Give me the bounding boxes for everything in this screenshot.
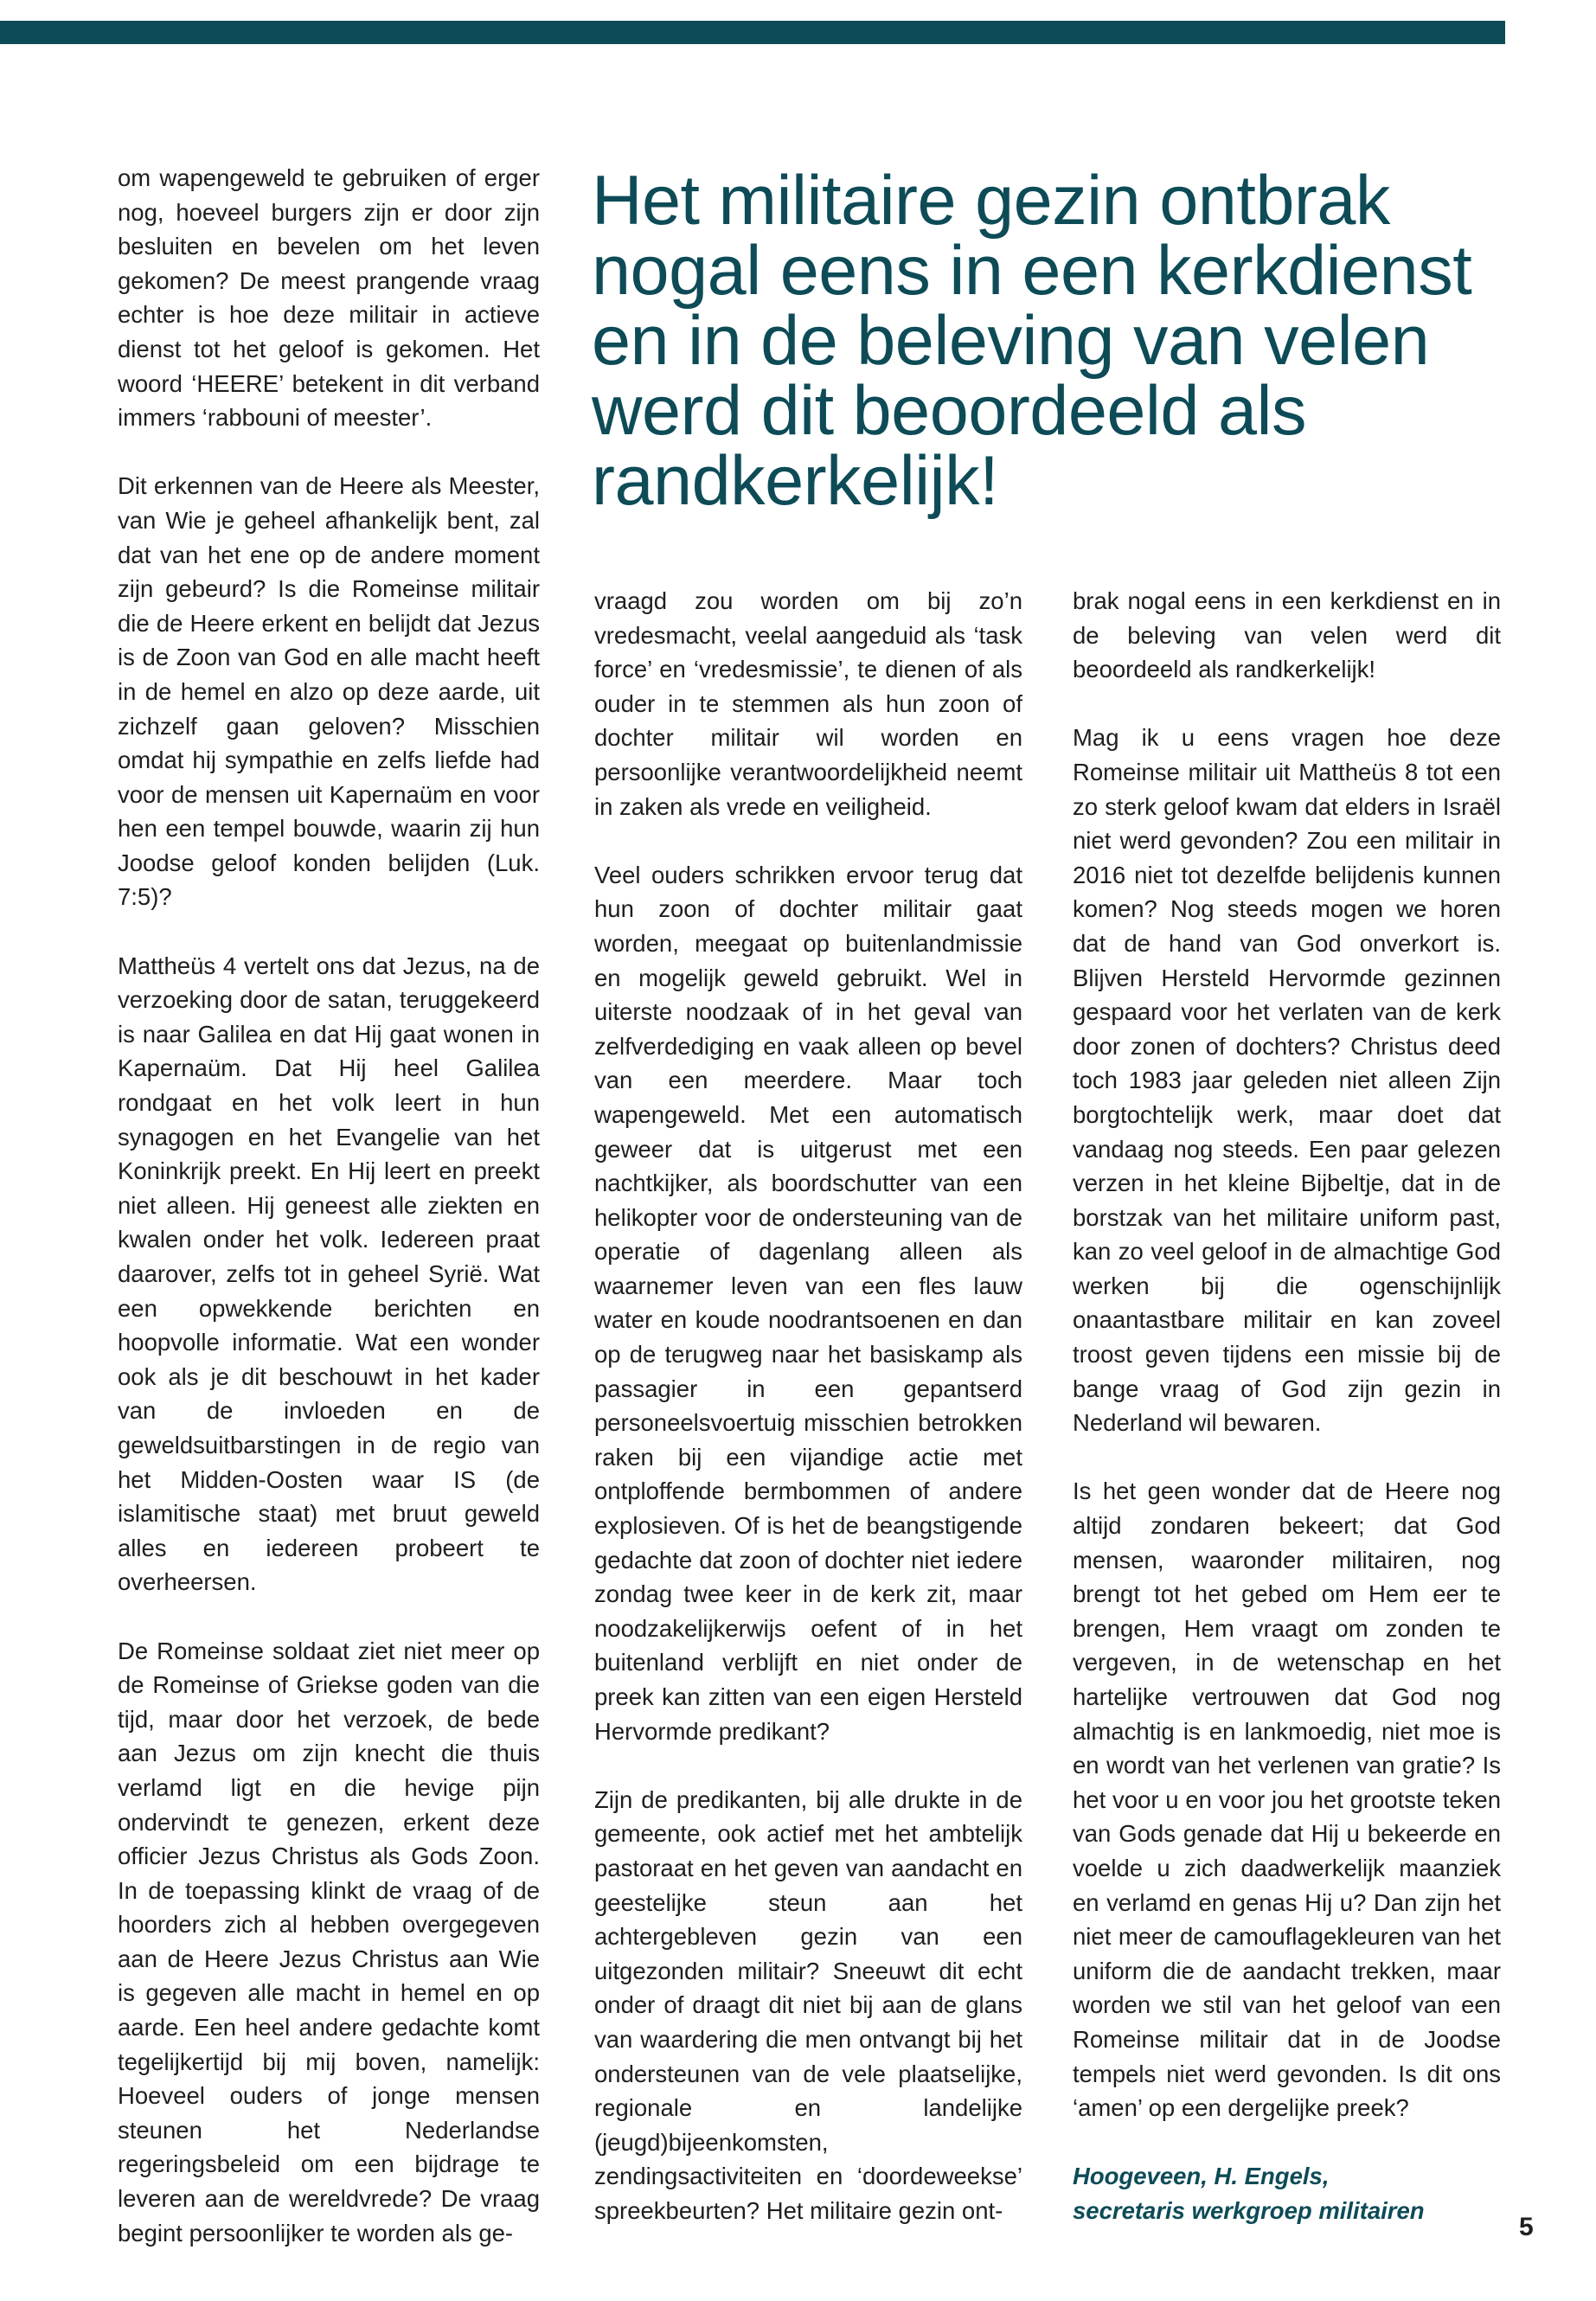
paragraph: vraagd zou worden om bij zo’n vredesmacht, veelal aangeduid als ‘task force’ en ‘vredesmissie’, te dienen of als ouder in te stemmen als hun zoon of dochter militair wil worden en persoonlijke verantwoordelijkheid neemt in zaken als vrede en veiligheid.: [594, 587, 1022, 820]
paragraph: Dit erkennen van de Heere als Meester, van Wie je geheel afhankelijk bent, zal dat van het ene op de andere moment zijn gebeurd? Is die Romeinse militair die de Heere erkent en belijdt dat Jezus is de Zoon van God en alle macht heeft in de hemel en alzo op deze aarde, uit zichzelf gaan geloven? Misschien omdat hij sympathie en zelfs liefde had voor de mensen uit Kapernaüm en voor hen een tempel bouwde, waarin zij hun Joodse geloof konden belijden (Luk. 7:5)?: [118, 472, 540, 911]
article-column-3: [1073, 584, 1501, 2262]
signature-role: secretaris werkgroep militairen: [1073, 2196, 1425, 2224]
pull-quote: Het militaire gezin ontbrak nogal eens in een kerkdienst en in de beleving van velen werd dit beoordeeld als randkerkelijk!: [592, 162, 1472, 520]
paragraph: Veel ouders schrikken ervoor terug dat hun zoon of dochter militair gaat worden, meegaat op buitenlandmissie en mogelijk geweld gebruikt. Wel in uiterste noodzaak of in het geval van zelfverdediging en vaak alleen op bevel van een meerdere. Maar toch wapengeweld. Met een automatisch geweer dat is uitgerust met een nachtkijker, als boordschutter van een helikopter voor de ondersteuning van de operatie of dagenlang alleen als waarnemer leven van een fles lauw water en koude noodrantsoenen en dan op de terugweg naar het basiskamp als passagier in een gepantserd personeelsvoertuig misschien betrokken raken bij een vijandige actie met ontploffende bermbommen of andere explosieven. Of is het de beangstigende gedachte dat zoon of dochter niet iedere zondag twee keer in de kerk zit, maar noodzakelijkerwijs oefent of in het buitenland verblijft en niet onder de preek kan zitten van een eigen Hersteld Hervormde predikant?: [594, 861, 1022, 1745]
paragraph: De Romeinse soldaat ziet niet meer op de Romeinse of Griekse goden van die tijd, maar door het verzoek, de bede aan Jezus om zijn knecht die thuis verlamd ligt en die hevige pijn ondervindt te genezen, erkent deze officier Jezus Christus als Gods Zoon. In de toepassing klinkt de vraag of de hoorders zich al hebben overgegeven aan de Heere Jezus Christus aan Wie is gegeven alle macht in hemel en op aarde. Een heel andere gedachte komt tegelijkertijd bij mij boven, namelijk: Hoeveel ouders of jonge mensen steunen het Nederlandse regeringsbeleid om een bijdrage te leveren aan de wereldvrede? De vraag begint persoonlijker te worden als ge-: [118, 1637, 540, 2247]
article-column-1: [118, 161, 540, 2250]
paragraph: brak nogal eens in een kerkdienst en in de beleving van velen werd dit beoordeeld als randkerkelijk!: [1073, 587, 1501, 683]
paragraph: Mag ik u eens vragen hoe deze Romeinse militair uit Mattheüs 8 tot een zo sterk geloof kwam dat elders in Israël niet werd gevonden? Zou een militair in 2016 niet tot dezelfde belijdenis kunnen komen? Nog steeds mogen we horen dat de hand van God onverkort is. Blijven Hersteld Hervormde gezinnen gespaard voor het verlaten van de kerk door zonen of dochters? Christus deed toch 1983 jaar geleden niet alleen Zijn borgtochtelijk werk, maar doet dat vandaag nog steeds. Een paar gelezen verzen in het kleine Bijbeltje, dat in de borstzak van het militaire uniform past, kan zo veel geloof in de almachtige God werken bij die ogenschijnlijk onaantastbare militair en kan zoveel troost geven tijdens een missie bij de bange vraag of God zijn gezin in Nederland wil bewaren.: [1073, 724, 1501, 1437]
paragraph: om wapengeweld te gebruiken of erger nog, hoeveel burgers zijn er door zijn besluiten en bevelen om het leven gekomen? De meest prangende vraag echter is hoe deze militair in actieve dienst tot het geloof is gekomen. Het woord ‘HEERE’ betekent in dit verband immers ‘rabbouni of meester’.: [118, 164, 540, 432]
signature-author: Hoogeveen, H. Engels,: [1073, 2163, 1330, 2190]
page-number: 5: [1519, 2213, 1534, 2241]
article-column-2: [594, 584, 1022, 2228]
paragraph: Mattheüs 4 vertelt ons dat Jezus, na de verzoeking door de satan, teruggekeerd is naar Galilea en dat Hij gaat wonen in Kapernaüm. Dat Hij heel Galilea rondgaat en het volk leert in hun synagogen en het Evangelie van het Koninkrijk preekt. En Hij leert en preekt niet alleen. Hij geneest alle ziekten en kwalen onder het volk. Iedereen praat daarover, zelfs tot in geheel Syrië. Wat een opwekkende berichten en hoopvolle informatie. Wat een wonder ook als je dit beschouwt in het kader van de invloeden en de geweldsuitbarstingen in de regio van het Midden-Oosten waar IS (de islamitische staat) met bruut geweld alles en iedereen probeert te overheersen.: [118, 952, 540, 1596]
paragraph: Is het geen wonder dat de Heere nog altijd zondaren bekeert; dat God mensen, waaronder militairen, nog brengt tot het gebed om Hem eer te brengen, Hem vraagt om zonden te vergeven, in de wetenschap en het hartelijke vertrouwen dat God nog almachtig is en lankmoedig, niet moe is en wordt van het verlenen van gratie? Is het voor u en voor jou het grootste teken van Gods genade dat Hij u bekeerde en voelde u zich daadwerkelijk maanziek en verlamd en genas Hij u? Dan zijn het niet meer de camouflagekleuren van het uniform die de aandacht trekken, maar worden we stil van het geloof van een Romeinse militair dat in de Joodse tempels niet werd gevonden. Is dit ons ‘amen’ op een dergelijke preek?: [1073, 1477, 1501, 2122]
paragraph: Zijn de predikanten, bij alle drukte in de gemeente, ook actief met het ambtelijk pastoraat en het geven van aandacht en geestelijke steun aan het achtergebleven gezin van een uitgezonden militair? Sneeuwt dit echt onder of draagt dit niet bij aan de glans van waardering die men ontvangt bij het ondersteunen van de vele plaatselijke, regionale en landelijke (jeugd)bijeenkomsten, zendingsactiviteiten en ‘doordeweekse’ spreekbeurten? Het militaire gezin ont-: [594, 1785, 1022, 2224]
top-accent-bar: [0, 21, 1505, 44]
author-signature: [1073, 2159, 1501, 2227]
